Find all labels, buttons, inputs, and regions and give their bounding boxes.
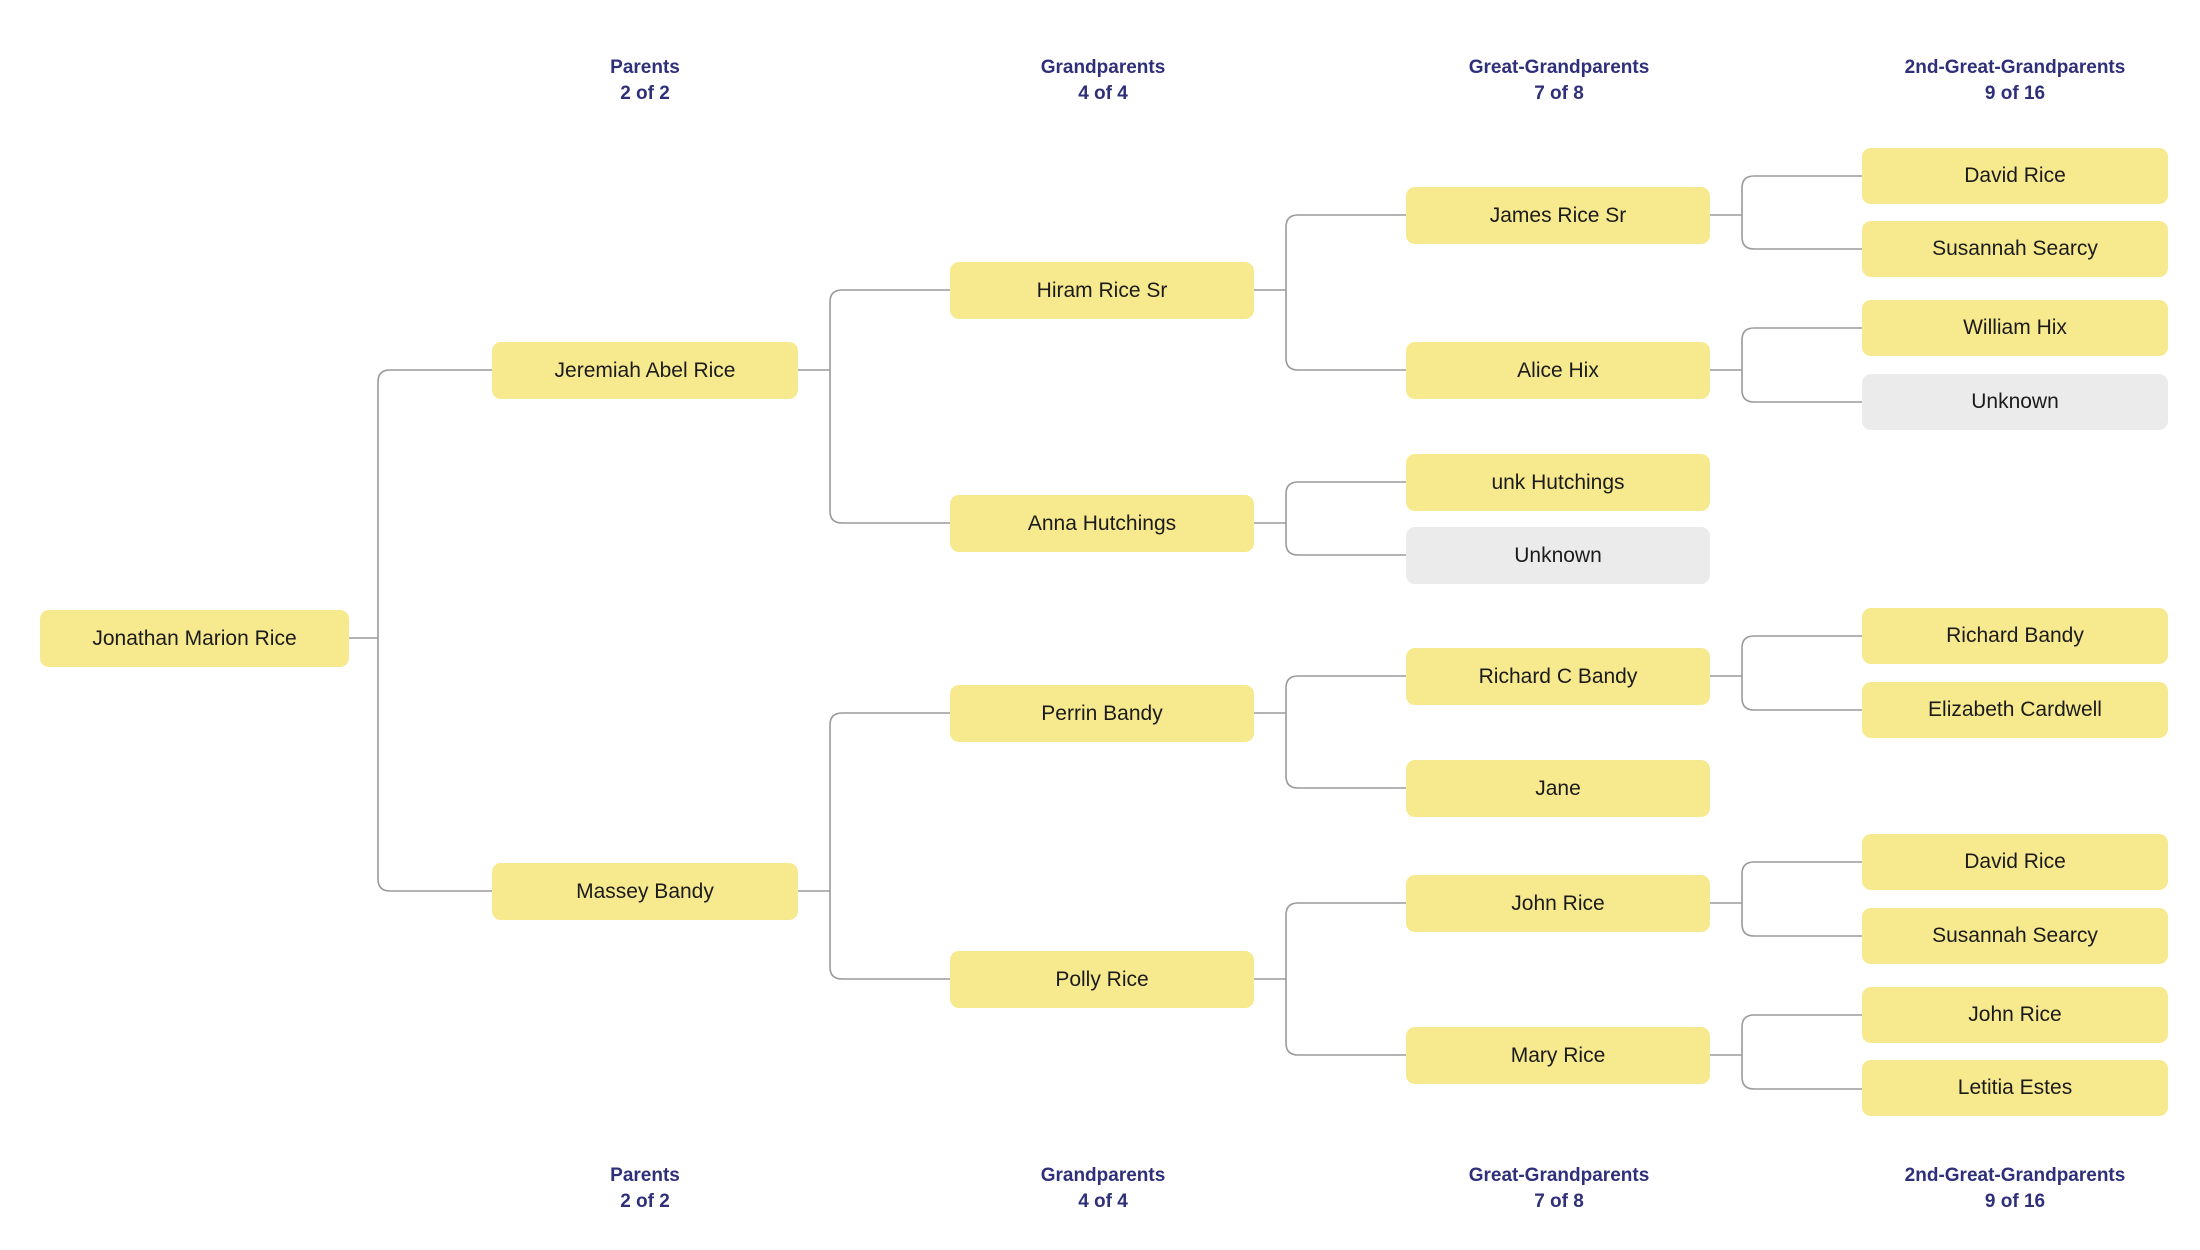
person-name: Jonathan Marion Rice xyxy=(92,626,297,650)
person-node-great-grandparent-2[interactable] xyxy=(1406,342,1710,399)
column-header-parents-bottom xyxy=(492,1163,798,1214)
column-header-2nd-great-grandparents-bottom xyxy=(1862,1163,2168,1214)
person-node-great-grandparent-8[interactable] xyxy=(1406,1027,1710,1084)
person-name: John Rice xyxy=(1511,891,1605,915)
person-name: Unknown xyxy=(1971,390,2059,413)
person-name: Susannah Searcy xyxy=(1932,237,2098,260)
person-name: Perrin Bandy xyxy=(1041,701,1163,725)
column-header-count: 9 of 16 xyxy=(1984,1190,2046,1212)
person-name: Jeremiah Abel Rice xyxy=(554,358,736,382)
person-node-2nd-great-grandparent-6[interactable] xyxy=(1862,682,2168,738)
column-header-2nd-great-grandparents-top xyxy=(1862,55,2168,106)
person-node-great-grandparent-3[interactable] xyxy=(1406,454,1710,511)
column-header-great-grandparents-top xyxy=(1406,55,1712,106)
person-name: Elizabeth Cardwell xyxy=(1928,698,2102,721)
column-header-grandparents-top xyxy=(950,55,1256,106)
person-name: John Rice xyxy=(1968,1003,2062,1026)
column-header-count: 2 of 2 xyxy=(620,82,670,104)
column-header-label: Grandparents xyxy=(1040,57,1166,78)
column-header-great-grandparents-bottom xyxy=(1406,1163,1712,1214)
column-header-label: Grandparents xyxy=(1040,1165,1166,1186)
column-header-count: 9 of 16 xyxy=(1984,82,2046,104)
person-node-great-grandparent-4[interactable] xyxy=(1406,527,1710,584)
person-name: Unknown xyxy=(1514,543,1602,567)
person-name: William Hix xyxy=(1963,316,2067,339)
person-name: Anna Hutchings xyxy=(1027,511,1177,535)
person-node-2nd-great-grandparent-5[interactable] xyxy=(1862,608,2168,664)
person-node-grandparent-4[interactable] xyxy=(950,951,1254,1008)
person-node-grandparent-2[interactable] xyxy=(950,495,1254,552)
person-node-root[interactable] xyxy=(40,610,349,667)
person-node-grandparent-3[interactable] xyxy=(950,685,1254,742)
column-header-label: Great-Grandparents xyxy=(1468,57,1650,78)
person-node-2nd-great-grandparent-1[interactable] xyxy=(1862,148,2168,204)
column-header-count: 2 of 2 xyxy=(620,1190,670,1212)
person-node-great-grandparent-7[interactable] xyxy=(1406,875,1710,932)
column-header-count: 4 of 4 xyxy=(1078,82,1128,104)
column-header-label: Parents xyxy=(610,1165,680,1186)
person-name: David Rice xyxy=(1964,850,2066,873)
person-name: Richard C Bandy xyxy=(1478,664,1638,688)
person-node-2nd-great-grandparent-10[interactable] xyxy=(1862,1060,2168,1116)
column-header-count: 7 of 8 xyxy=(1534,1190,1584,1212)
person-node-2nd-great-grandparent-8[interactable] xyxy=(1862,908,2168,964)
column-header-parents-top xyxy=(492,55,798,106)
person-name: Alice Hix xyxy=(1517,358,1599,382)
person-node-great-grandparent-6[interactable] xyxy=(1406,760,1710,817)
person-node-2nd-great-grandparent-3[interactable] xyxy=(1862,300,2168,356)
column-header-label: 2nd-Great-Grandparents xyxy=(1904,1165,2126,1186)
person-node-2nd-great-grandparent-2[interactable] xyxy=(1862,221,2168,277)
person-name: James Rice Sr xyxy=(1489,203,1627,227)
person-node-2nd-great-grandparent-4[interactable] xyxy=(1862,374,2168,430)
person-name: Massey Bandy xyxy=(576,879,714,903)
person-name: Mary Rice xyxy=(1510,1043,1606,1067)
person-name: Letitia Estes xyxy=(1957,1076,2073,1099)
column-header-label: Great-Grandparents xyxy=(1468,1165,1650,1186)
person-name: unk Hutchings xyxy=(1491,470,1625,494)
person-node-great-grandparent-5[interactable] xyxy=(1406,648,1710,705)
person-name: Hiram Rice Sr xyxy=(1036,278,1168,302)
person-node-parent-2[interactable] xyxy=(492,863,798,920)
column-header-grandparents-bottom xyxy=(950,1163,1256,1214)
person-name: Susannah Searcy xyxy=(1932,924,2098,947)
person-name: Jane xyxy=(1535,776,1581,800)
column-header-count: 7 of 8 xyxy=(1534,82,1584,104)
person-node-2nd-great-grandparent-9[interactable] xyxy=(1862,987,2168,1043)
person-node-parent-1[interactable] xyxy=(492,342,798,399)
person-node-2nd-great-grandparent-7[interactable] xyxy=(1862,834,2168,890)
column-header-label: 2nd-Great-Grandparents xyxy=(1904,57,2126,78)
column-header-count: 4 of 4 xyxy=(1078,1190,1128,1212)
person-node-great-grandparent-1[interactable] xyxy=(1406,187,1710,244)
column-header-label: Parents xyxy=(610,57,680,78)
person-name: Polly Rice xyxy=(1055,967,1149,991)
person-name: Richard Bandy xyxy=(1946,624,2084,647)
person-name: David Rice xyxy=(1964,164,2066,187)
person-node-grandparent-1[interactable] xyxy=(950,262,1254,319)
